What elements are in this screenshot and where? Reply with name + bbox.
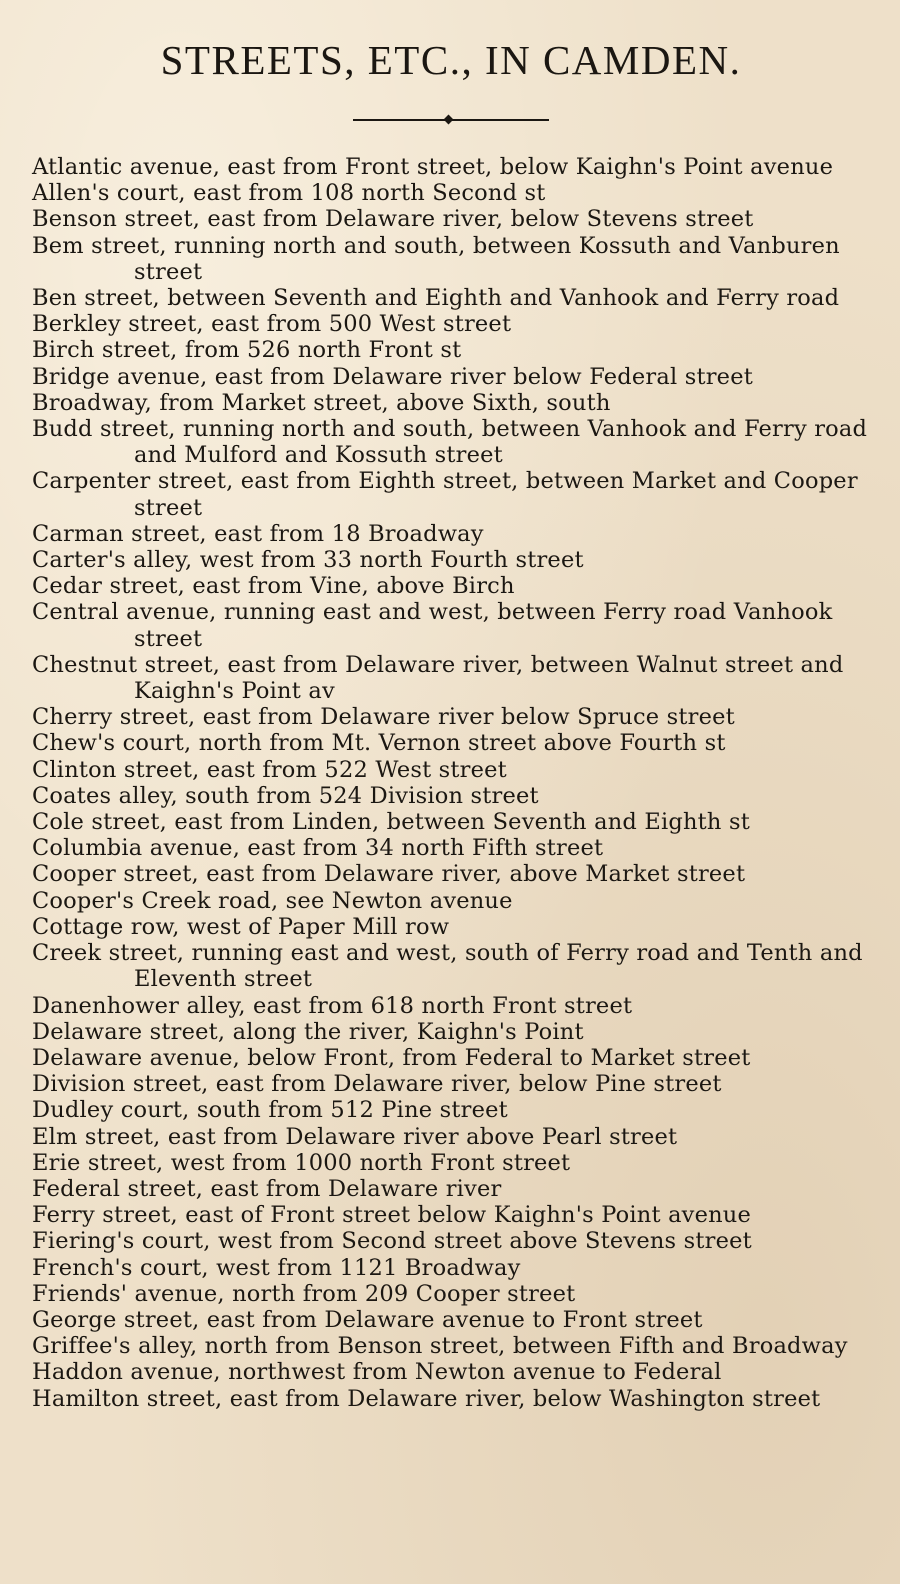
street-entry: Chestnut street, east from Delaware river, between Walnut street and Kaighn's Point av: [32, 651, 844, 705]
street-entry: Hamilton street, east from Delaware river, below Washington street: [32, 1385, 821, 1412]
street-entry: Delaware street, along the river, Kaighn's Point: [32, 1018, 584, 1045]
street-entry: Atlantic avenue, east from Front street, below Kaighn's Point avenue: [32, 154, 834, 180]
street-entry: Elm street, east from Delaware river above Pearl street: [32, 1123, 678, 1150]
page-title: STREETS, ETC., IN CAMDEN.: [160, 37, 742, 83]
street-entry: Chew's court, north from Mt. Vernon street above Fourth st: [32, 730, 726, 757]
street-entry: Benson street, east from Delaware river, below Stevens street: [32, 206, 754, 233]
street-entry: Columbia avenue, east from 34 north Fifth street: [32, 835, 604, 862]
street-entry: Division street, east from Delaware river, below Pine street: [32, 1071, 722, 1098]
street-entry: Danenhower alley, east from 618 north Front street: [32, 992, 633, 1019]
street-entry: Haddon avenue, northwest from Newton avenue to Federal: [32, 1359, 722, 1386]
street-entry: Cedar street, east from Vine, above Birch: [32, 573, 515, 600]
street-entry: Allen's court, east from 108 north Second st: [32, 180, 546, 207]
street-entry: Creek street, running east and west, south of Ferry road and Tenth and Eleventh street: [32, 940, 863, 993]
street-entry: Cole street, east from Linden, between Seventh and Eighth st: [32, 809, 750, 836]
street-entry: Delaware avenue, below Front, from Federal to Market street: [32, 1044, 751, 1071]
street-entry: George street, east from Delaware avenue to Front street: [32, 1306, 703, 1333]
street-entry: Central avenue, running east and west, between Ferry road Vanhook street: [32, 599, 833, 652]
street-entry: Erie street, west from 1000 north Front street: [32, 1149, 571, 1176]
street-entry: Cherry street, east from Delaware river below Spruce street: [32, 704, 735, 731]
street-entry: Budd street, running north and south, between Vanhook and Ferry road and Mulford and Kossuth street: [32, 416, 868, 469]
street-entry: Carter's alley, west from 33 north Fourth street: [32, 547, 584, 574]
divider-ornament-icon: [444, 115, 454, 125]
street-entry: Broadway, from Market street, above Sixth, south: [32, 389, 611, 416]
street-entry: Clinton street, east from 522 West street: [32, 756, 507, 783]
street-entry: Bridge avenue, east from Delaware river below Federal street: [32, 363, 753, 390]
street-entry: Coates alley, south from 524 Division street: [32, 782, 539, 809]
street-entry: Birch street, from 526 north Front st: [32, 337, 462, 364]
street-entry: Berkley street, east from 500 West street: [32, 311, 512, 338]
street-entry: Cooper street, east from Delaware river, above Market street: [32, 861, 746, 888]
street-entry: Bem street, running north and south, between Kossuth and Vanburen street: [32, 232, 840, 285]
street-list: [32, 154, 870, 1412]
street-entry: Ben street, between Seventh and Eighth and Vanhook and Ferry road: [32, 285, 840, 312]
street-entry: Dudley court, south from 512 Pine street: [32, 1097, 508, 1124]
street-entry: Carpenter street, east from Eighth street, between Market and Cooper street: [32, 468, 858, 521]
title-divider: [353, 114, 549, 126]
street-entry: Friends' avenue, north from 209 Cooper street: [32, 1280, 576, 1307]
street-entry: Fiering's court, west from Second street above Stevens street: [32, 1228, 752, 1255]
street-entry: Carman street, east from 18 Broadway: [32, 520, 484, 547]
street-entry: French's court, west from 1121 Broadway: [32, 1254, 521, 1281]
street-entry: Cottage row, west of Paper Mill row: [32, 913, 450, 940]
street-entry: Federal street, east from Delaware river: [32, 1175, 502, 1202]
street-entry: Griffee's alley, north from Benson street, between Fifth and Broadway: [32, 1333, 848, 1360]
street-entry: Cooper's Creek road, see Newton avenue: [32, 887, 513, 914]
street-entry: Ferry street, east of Front street below Kaighn's Point avenue: [32, 1202, 752, 1229]
